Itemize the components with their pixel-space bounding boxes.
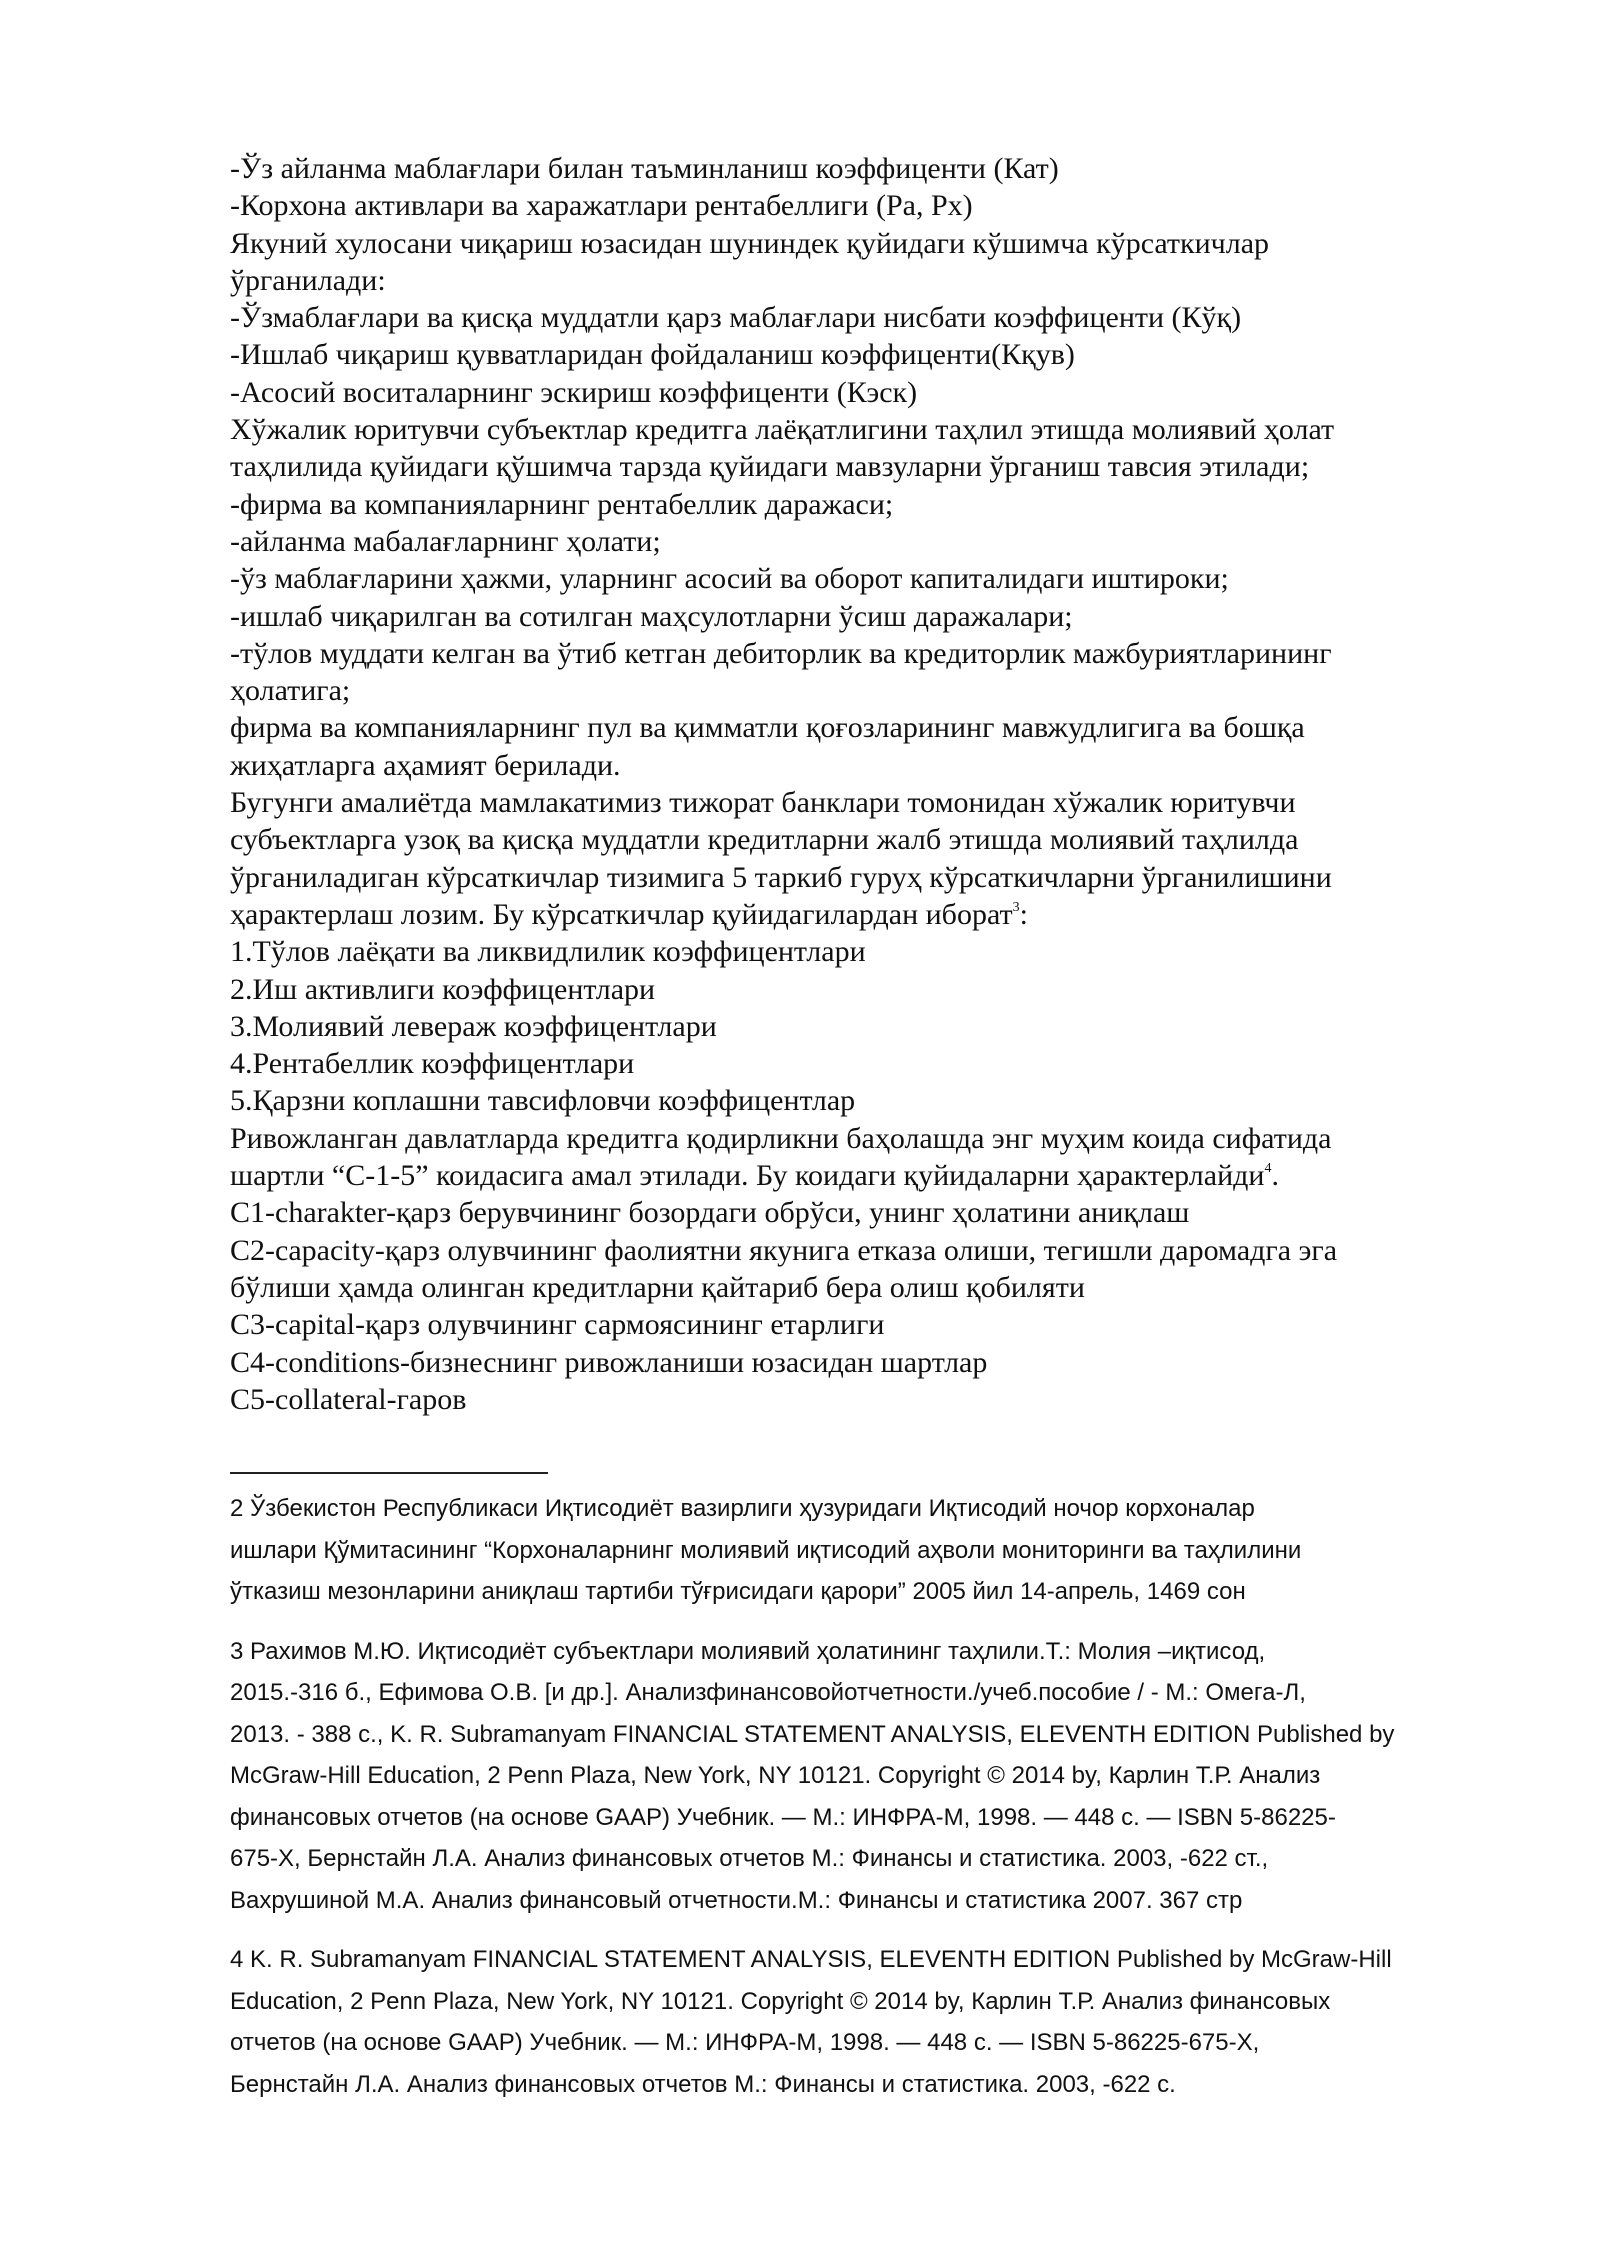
footnote-line: ўтказиш мезонларини аниқлаш тартиби тўғрисидаги қарори” 2005 йил 14-апрель, 1469 сон [230,1578,1246,1605]
text-line [230,896,1460,933]
list-item: 1.Тўлов лаёқати ва ликвидлилик коэффицентлари [230,935,866,969]
text-line: -Корхона активлари ва харажатлари рентабеллиги (Ра, Рх) [230,189,973,223]
text-segment: . [1271,1159,1279,1193]
list-item: C5-collateral-гаров [230,1382,467,1416]
footnote-line: 4 K. R. Subramanyam FINANCIAL STATEMENT ANALYSIS, ELEVENTH EDITION Published by McGraw-Hill [230,1946,1392,1973]
text-line: Якуний хулосани чиқариш юзасидан шуниндек қуйидаги кўшимча кўрсаткичлар [230,226,1270,260]
list-item: C2-capacity-қарз олувчининг фаолиятни якунига етказа олиши, тегишли даромадга эга [230,1233,1338,1267]
text-line: -ўз маблағларини ҳажми, уларнинг асосий ва оборот капиталидаги иштироки; [230,562,1229,596]
list-item: C1-charakter-қарз берувчининг бозордаги обрўси, унинг ҳолатини аниқлаш [230,1196,1190,1230]
footnote-line: ишлари Қўмитасининг “Корхоналарнинг молиявий иқтисодий аҳволи мониторинги ва таҳлилини [230,1536,1302,1564]
text-line: -Ўз айланма маблағлари билан таъминланиш коэффиценти (Кат) [230,152,1059,185]
text-segment: ҳарактерлаш лозим. Бу кўрсаткичлар қуйидагилардан иборат [230,897,1013,931]
footnotes [230,1488,1480,2105]
text-line: таҳлилида қуйидаги қўшимча тарзда қуйидаги мавзуларни ўрганиш тавсия этилади; [230,450,1310,484]
text-line: Хўжалик юритувчи субъектлар кредитга лаёқатлигини таҳлил этишда молиявий ҳолат [230,413,1335,447]
footnote-2 [230,1488,1480,1613]
list-item: 5.Қарзни коплашни тавсифловчи коэффицентлар [230,1084,856,1118]
text-line: Ривожланган давлатларда кредитга қодирликни баҳолашда энг муҳим коида сифатида [230,1121,1332,1155]
text-line: -айланма мабалағларнинг ҳолати; [230,524,661,558]
footnote-line: 675-Х, Бернстайн Л.А. Анализ финансовых отчетов М.: Финансы и статистика. 2003, -622 ст., [230,1845,1269,1872]
text-line: ҳолатига; [230,674,351,708]
footnote-line: Вахрушиной М.А. Анализ финансовый отчетности.М.: Финансы и статистика 2007. 367 стр [230,1886,1243,1914]
footnote-4 [230,1939,1480,2105]
list-item: 3.Молиявий левераж коэффицентлари [230,1009,717,1043]
list-item: 2.Иш активлиги коэффицентлари [230,972,656,1006]
footnote-line: Бернстайн Л.А. Анализ финансовых отчетов М.: Финансы и статистика. 2003, -622 с. [230,2070,1176,2098]
text-line: жиҳатларга аҳамият берилади. [230,748,621,782]
text-line: субъектларга узоқ ва қисқа муддатли кредитларни жалб этишда молиявий таҳлилда [230,823,1299,857]
text-line: ўрганилади: [230,263,386,297]
footnote-ref-4[interactable]: 4 [1264,1161,1272,1177]
footnote-line: 2 Ўзбекистон Республикаси Иқтисодиёт вазирлиги ҳузуридаги Иқтисодий ночор корхоналар [230,1495,1255,1522]
text-line: -Ўзмаблағлари ва қисқа муддатли қарз маблағлари нисбати коэффиценти (Кўқ) [230,301,1242,335]
text-segment: : [1019,897,1028,931]
list-item: C3-capital-қарз олувчининг сармоясининг етарлиги [230,1308,885,1342]
text-line: бўлиши ҳамда олинган кредитларни қайтариб бера олиш қобиляти [230,1270,1085,1304]
body-text [230,150,1460,1418]
text-line: -ишлаб чиқарилган ва сотилган маҳсулотларни ўсиш даражалари; [230,599,1073,633]
text-line: -фирма ва компанияларнинг рентабеллик даражаси; [230,487,894,521]
text-segment: шартли “С-1-5” коидасига амал этилади. Бу коидаги қуйидаларни ҳарактерлайди [230,1159,1265,1193]
footnote-line: 3 Рахимов М.Ю. Иқтисодиёт субъектлари молиявий ҳолатининг таҳлили.Т.: Молия –иқтисод, [230,1637,1266,1665]
footnote-line: 2013. - 388 с., K. R. Subramanyam FINANCIAL STATEMENT ANALYSIS, ELEVENTH EDITION Published by [230,1720,1395,1748]
footnote-line: отчетов (на основе GAAP) Учебник. — М.: ИНФРА-М, 1998. — 448 с. — ISBN 5-86225-675-Х, [230,2029,1260,2056]
text-line: фирма ва компанияларнинг пул ва қимматли қоғозларининг мавжудлигига ва бошқа [230,711,1305,745]
footnote-3 [230,1631,1480,1922]
text-line: -Ишлаб чиқариш қувватларидан фойдаланиш коэффиценти(Кқув) [230,338,1075,372]
list-item: C4-conditions-бизнеснинг ривожланиши юзасидан шартлар [230,1345,988,1379]
footnote-separator [230,1472,548,1474]
text-line: ўрганиладиган кўрсаткичлар тизимига 5 таркиб гуруҳ кўрсаткичларни ўрганилишини [230,860,1332,894]
text-line [230,1157,1460,1194]
text-line: -тўлов муддати келган ва ўтиб кетган дебиторлик ва кредиторлик мажбуриятларининг [230,636,1332,670]
footnote-line: 2015.-316 б., Ефимова О.В. [и др.]. Анализфинансовойотчетности./учеб.пособие / - М.: Омега-Л, [230,1679,1306,1706]
footnote-line: McGraw-Hill Education, 2 Penn Plaza, New York, NY 10121. Copyright © 2014 by, Карлин Т.Р. Анализ [230,1762,1321,1789]
list-item: 4.Рентабеллик коэффицентлари [230,1047,635,1081]
text-line: -Асосий воситаларнинг эскириш коэффиценти (Кэск) [230,375,918,409]
footnote-ref-3[interactable]: 3 [1012,899,1020,915]
text-line: Бугунги амалиётда мамлакатимиз тижорат банклари томонидан хўжалик юритувчи [230,786,1296,820]
footnote-line: Education, 2 Penn Plaza, New York, NY 10121. Copyright © 2014 by, Карлин Т.Р. Анализ финансовых [230,1987,1331,2015]
footnote-line: финансовых отчетов (на основе GAAP) Учебник. — М.: ИНФРА-М, 1998. — 448 с. — ISBN 5-86225- [230,1803,1336,1831]
